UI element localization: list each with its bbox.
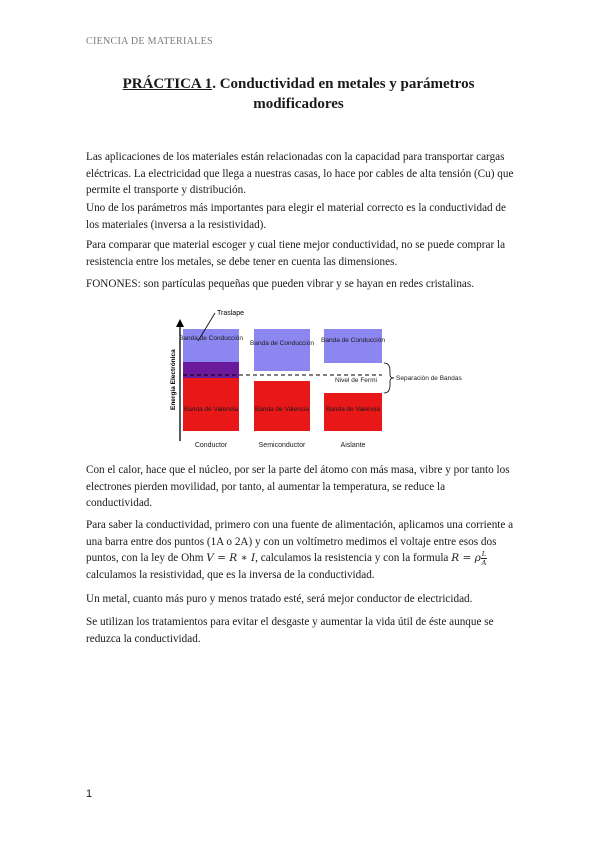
running-header: CIENCIA DE MATERIALES [86, 36, 213, 47]
material-label-insulator: Aislante [340, 442, 366, 449]
paragraph-parameters: Uno de los parámetros más importantes para elegir el material correcto es la conductividad de los materiales (inversa a la resistividad). [86, 202, 506, 231]
paragraph-measurement [86, 517, 514, 584]
paragraph-phonons: FONONES: son partículas pequeñas que pueden vibrar y se hayan en redes cristalinas. [86, 278, 475, 290]
insulator-valence-label: Banda de Valencia [325, 406, 381, 413]
paragraph-purity: Un metal, cuanto más puro y menos tratado esté, será mejor conductor de electricidad. [86, 593, 473, 605]
band-gap-label: Separación de Bandas [396, 375, 462, 382]
measurement-text-b: , calculamos la resistencia y con la formula [255, 552, 452, 565]
semiconductor-conduction-label: Banda de Conducción [250, 340, 314, 347]
page-number: 1 [86, 788, 93, 800]
band-diagram [168, 305, 462, 453]
page-title [86, 74, 511, 114]
semiconductor-conduction-band [254, 329, 310, 371]
band-gap-bracket [384, 363, 394, 393]
semiconductor-valence-label: Banda de Valencia [254, 406, 310, 413]
band-diagram-figure [168, 305, 462, 453]
ohm-law-formula: V = R ∗ I [206, 552, 256, 565]
insulator-conduction-label: Banda de Conducción [321, 337, 385, 344]
paragraph-applications: Las aplicaciones de los materiales están relacionadas con la capacidad para transportar cargas eléctricas. La electricidad que llega a nuestras casas, lo hace por cables de alta tensión (Cu) que permite el transporte y distribución. [86, 151, 514, 196]
fraction-numerator: L [481, 549, 486, 558]
insulator-conduction-band [324, 329, 382, 363]
fermi-level-label: Nivel de Fermi [335, 377, 377, 384]
material-label-conductor: Conductor [194, 442, 228, 449]
title-practice-number: PRÁCTICA 1 [122, 76, 213, 92]
conductor-overlap-region [183, 362, 239, 378]
resistivity-fraction [481, 550, 487, 567]
overlap-label: Traslape [217, 310, 244, 317]
resistivity-formula-lhs: R = ρ [451, 552, 481, 565]
paragraph-treatments: Se utilizan los tratamientos para evitar el desgaste y aumentar la vida útil de éste aunque se reduzca la conductividad. [86, 616, 494, 645]
conductor-valence-band [183, 378, 239, 431]
material-label-semiconductor: Semiconductor [258, 442, 306, 449]
measurement-text-a: Para saber la conductividad, primero con una fuente de alimentación, aplicamos una corriente a una barra entre dos puntos (1A o 2A) y con un voltímetro medimos el voltaje entre esos dos puntos, con la ley de Ohm [86, 519, 514, 565]
conductor-conduction-label: Banda de Conducción [179, 335, 243, 342]
paragraph-heat: Con el calor, hace que el núcleo, por ser la parte del átomo con más masa, vibre y por tanto los electrones pierden movilidad, por tanto, al aumentar la temperatura, se reduce la conductividad. [86, 464, 510, 509]
energy-axis-arrow [176, 319, 184, 327]
measurement-text-c: calculamos la resistividad, que es la inversa de la conductividad. [86, 569, 375, 581]
title-text: . Conductividad en metales y parámetros modificadores [212, 76, 475, 112]
fraction-denominator: A [481, 558, 487, 567]
y-axis-label: Energía Electrónica [170, 349, 177, 410]
paragraph-comparison: Para comparar que material escoger y cual tiene mejor conductividad, no se puede comprar la resistencia entre los metales, se debe tener en cuenta las dimensiones. [86, 239, 506, 268]
conductor-valence-label: Banda de Valencia [183, 406, 239, 413]
